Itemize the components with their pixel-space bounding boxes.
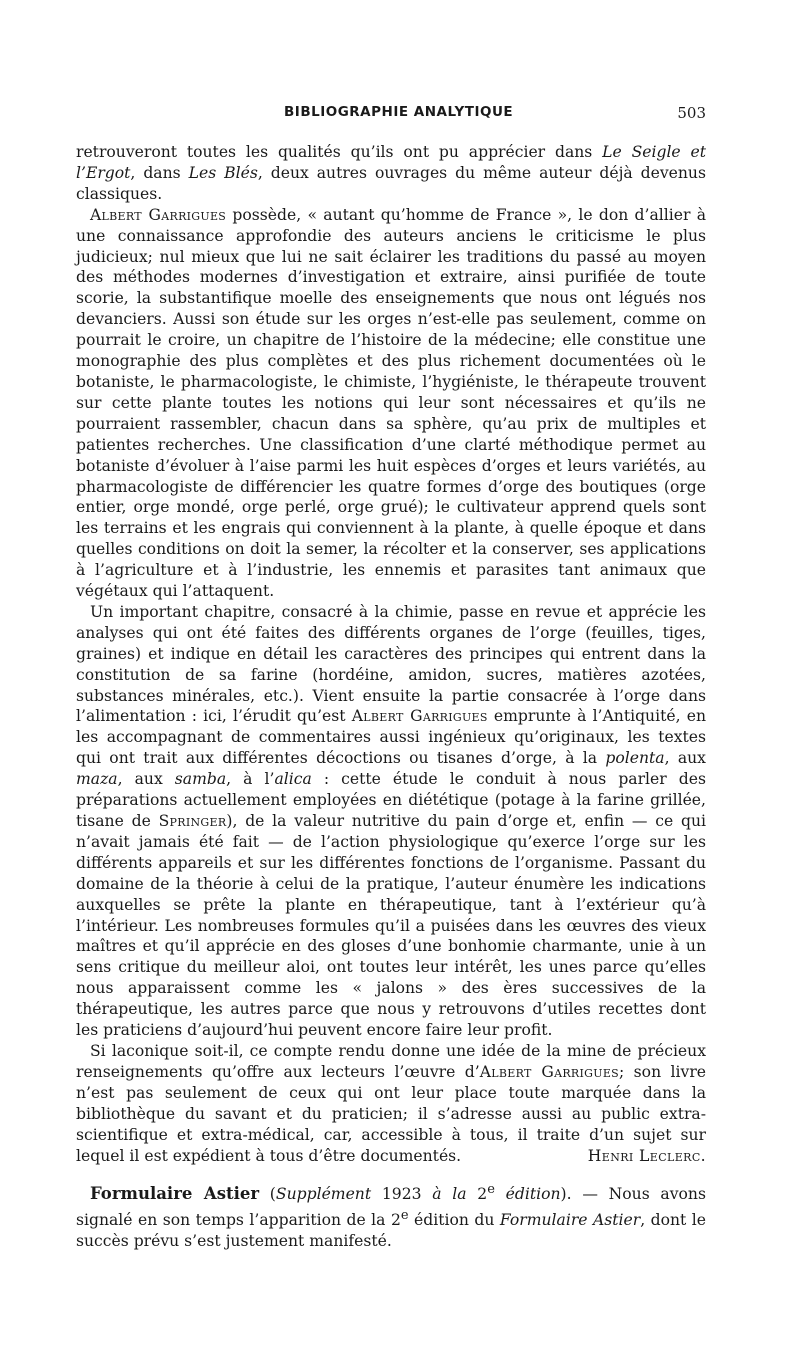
text-run: ), de la valeur nutritive du pain d’orge et, enfin — ce qui n’avait jamais été fait — de l’action physiologique qu’exerce l’orge sur les différents appareils et sur les différentes fonctions de l’organisme. Passant du domaine de la théorie à celui de la pratique, l’auteur énumère les indications auxquelles se prête la plante en thérapeutique, tant à l’extérieur qu’à l’intérieur. Les nombreuses formules qu’il a puisées dans les œuvres des vieux maîtres et qu’il apprécie en des gloses d’une bonhomie charmante, unie à un sens critique du meilleur aloi, ont toutes leur intérêt, les unes parce qu’elles nous apparaissent comme les « jalons » des ères successives de la thérapeutique, les autres parce que nous y retrouvons d’utiles recettes dont les praticiens d’aujourd’hui peuvent encore faire leur profit. [76,812,707,1040]
text-run: emprunte à l’Antiquité, en les accompagnant de commentaires aussi ingénieux qu’originaux, les textes qui ont trait aux différentes décoctions ou tisanes d’orge, à la [76,707,706,768]
text-run: , dont le succès prévu s’est justement manifesté. [76,1210,707,1250]
page-number: 503 [677,104,706,122]
book-title-formulaire: Formulaire Astier [499,1210,641,1229]
superscript: e [487,1182,495,1198]
text-run: ; son livre n’est pas seulement de ceux qui ont leur place toute marquée dans la bibliothèque du savant et du praticien; il s’adresse aussi au public extra-scientifique et extra-médical, car, accessible à tous, il traite d’un sujet sur lequel il est expédient à tous d’être documentés. [76,1062,707,1165]
paragraph-3 [76,602,706,1041]
text-run: Si laconique soit-il, ce compte rendu donne une idée de la mine de précieux renseignements qu’offre aux lecteurs l’œuvre d’ [76,1041,706,1081]
term-maza: maza [76,770,118,789]
text-run: 1923 [371,1185,433,1204]
reviewer-signature: Henri Leclerc. [587,1146,706,1165]
paragraph-4 [76,1041,706,1166]
text-run: , dans [130,163,189,182]
book-title-le-seigle: Le Seigle et l’Ergot [76,143,706,182]
text-italic: édition [494,1185,561,1204]
book-title-les-bles: Les Blés [188,163,258,182]
notice-formulaire-astier [76,1180,706,1251]
text-run: retrouveront toutes les qualités qu’ils ont pu apprécier dans [76,143,603,161]
author-name: Albert Garrigues [479,1062,619,1081]
superscript: e [400,1207,409,1223]
text-run: 2 [466,1185,488,1204]
text-run: : cette étude le conduit à nous parler des préparations actuellement employées en diététique (potage à la farine grillée, tisane de [76,770,706,830]
author-name: Albert Garrigues [90,205,227,224]
paragraph-2 [76,205,706,602]
text-italic: à la [432,1185,467,1204]
running-header [76,104,706,128]
person-name-springer: Springer [158,812,227,830]
text-run: , deux autres ouvrages du même auteur déjà devenus classiques. [76,163,706,203]
term-samba: samba [174,770,227,789]
text-run: ). — Nous avons signalé en son temps l’apparition de la 2 [76,1185,706,1229]
text-run: , aux [664,749,706,768]
notice-heading: Formulaire Astier [90,1184,260,1204]
text-run: Un important chapitre, consacré à la chimie, passe en revue et apprécie les analyses qui ont été faites des différents organes de l’orge (feuilles, tiges, graines) et indique en détail les caractères des principes qui entrent dans la constitution de sa farine (hordéine, amidon, sucres, matières azotées, substances minérales, etc.). Vient ensuite la partie consacrée à l’orge dans l’alimentation : ici, l’érudit qu’est [76,602,706,726]
author-name: Albert Garrigues [351,707,488,726]
text-run: édition du [408,1210,500,1229]
text-run: , à l’ [226,770,275,789]
text-run: possède, « autant qu’homme de France », le don d’allier à une connaissance approfondie des auteurs anciens le criticisme le plus judicieux; nul mieux que lui ne sait éclairer les traditions du passé au moyen des méthodes modernes d’investigation et extraire, ainsi purifiée de toute scorie, la substantifique moelle des enseignements que nous ont légués nos devanciers. Aussi son étude sur les orges n’est-elle pas seulement, comme on pourrait le croire, un chapitre de l’histoire de la médecine; elle constitue une monographie des plus complètes et des plus richement documentées où le botaniste, le pharmacologiste, le chimiste, l’hygiéniste, le thérapeute trouvent sur cette plante toutes les notions qui leur sont nécessaires et qu’ils ne pourraient rassembler, chacun dans sa sphère, qu’au prix de multiples et patientes recherches. Une classification d’une clarté méthodique permet au botaniste d’évoluer à l’aise parmi les huit espèces d’orges et leurs variétés, au pharmacologiste de différencier les quatre formes d’orge des boutiques (orge entier, orge mondé, orge perlé, orge grué); le cultivateur apprend quels sont les terrains et les engrais qui conviennent à la plante, à quelle époque et dans quelles conditions on doit la semer, la récolter et la conserver, ses applications à l’agriculture et à l’industrie, les ennemis et parasites tant animaux que végétaux qui l’attaquent. [76,205,707,601]
text-italic: Supplément [275,1185,372,1204]
paragraph-1 [76,142,706,205]
term-alica: alica [274,770,312,789]
article-body [76,142,706,1252]
text-run: , aux [117,770,175,789]
text-run: ( [259,1185,276,1204]
running-title: BIBLIOGRAPHIE ANALYTIQUE [284,104,514,120]
term-polenta: polenta [605,749,665,768]
